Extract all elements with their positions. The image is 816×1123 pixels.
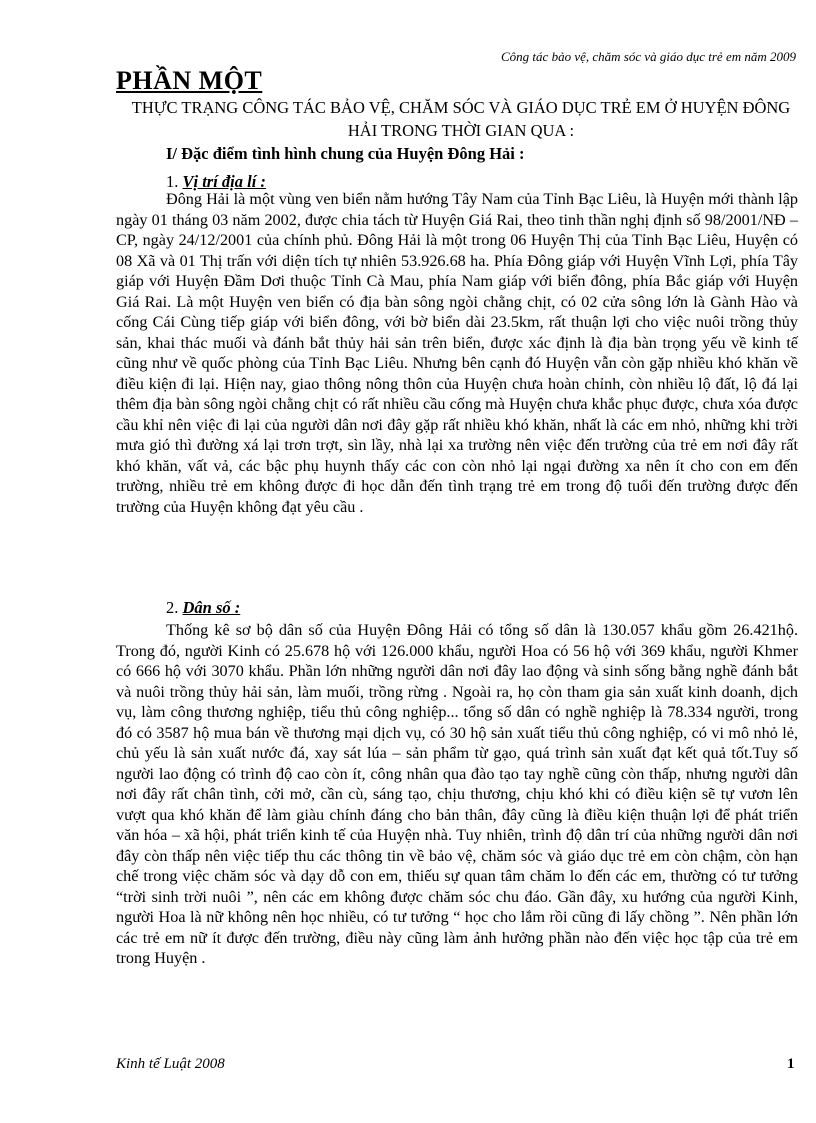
subsection-number: 1. bbox=[166, 172, 183, 191]
running-header: Công tác bảo vệ, chăm sóc và giáo dục trẻ em năm 2009 bbox=[501, 49, 796, 64]
subsection-label: Vị trí địa lí : bbox=[182, 172, 266, 191]
population-paragraph: Thống kê sơ bộ dân số của Huyện Đông Hải có tổng số dân là 130.057 khẩu gồm 26.421hộ. Trong đó, người Kinh có 25.678 hộ với 126.000 khẩu, người Hoa có 56 hộ với 369 khẩu, người Khmer có 666 hộ với 3070 khẩu. Phần lớn những người dân nơi đây lao động và sinh sống bằng nghề đánh bắt và nuôi trồng thủy hải sản, làm muối, trồng rừng . Ngoài ra, họ còn tham gia sản xuất kinh doanh, dịch vụ, làm công thương nghiệp, tiểu thủ công nghiệp... tổng số dân có nghề nghiệp là 78.334 người, trong đó có 3587 hộ mua bán về thương mại dịch vụ, có 30 hộ sản xuất tiểu thủ công nghiệp, có vi mô nhỏ lẻ, chủ yếu là sản xuất nước đá, xay sát lúa – sản phẩm từ gạo, quá trình sản xuất đạt kết quả tốt.Tuy số người lao động có trình độ cao còn ít, công nhân qua đào tạo tay nghề cũng còn thấp, nhưng người dân nơi đây rất chân tình, cởi mở, cần cù, sáng tạo, chịu thương, chịu khó khi có điều kiện sẽ tự vươn lên vượt qua khó khăn để làm giàu chính đáng cho bản thân, đây cũng là điều kiện thuận lợi để phát triển văn hóa – xã hội, phát triển kinh tế của Huyện nhà. Tuy nhiên, trình độ dân trí của những người dân nơi đây còn thấp nên việc tiếp thu các thông tin về bảo vệ, chăm sóc và giáo dục trẻ em còn chậm, còn hạn chế trong việc chăm sóc và dạy dỗ con em, thiếu sự quan tâm chăm lo đến các em, thường có tư tưởng “trời sinh trời nuôi ”, nên các em không được chăm sóc chu đáo. Gần đây, xu hướng của người Kinh, người Hoa là nữ không nên học nhiều, có tư tưởng “ học cho lắm rồi cũng đi lấy chồng ”. Nên phần lớn các trẻ em nữ ít được đến trường, điều này cũng làm ảnh hưởng phần nào đến việc học tập của trẻ em trong Huyện . bbox=[116, 621, 798, 967]
section-heading: I/ Đặc điểm tình hình chung của Huyện Đông Hải : bbox=[166, 144, 525, 163]
main-title: THỰC TRẠNG CÔNG TÁC BẢO VỆ, CHĂM SÓC VÀ GIÁO DỤC TRẺ EM Ở HUYỆN ĐÔNG HẢI TRONG THỜI GIAN QUA : bbox=[131, 98, 791, 140]
page-number: 1 bbox=[787, 1056, 795, 1072]
subsection-number: 2. bbox=[166, 598, 183, 617]
part-title: PHẦN MỘT bbox=[116, 66, 263, 95]
location-paragraph: Đông Hải là một vùng ven biển nằm hướng Tây Nam của Tỉnh Bạc Liêu, là Huyện mới thành lập ngày 01 tháng 03 năm 2002, được chia tách từ Huyện Giá Rai, theo tinh thần nghị định số 98/2001/NĐ – CP, ngày 24/12/2001 của chính phủ. Đông Hải là một trong 06 Huyện Thị của Tỉnh Bạc Liêu, Huyện có 08 Xã và 01 Thị trấn với diện tích tự nhiên 53.926.68 ha. Phía Đông giáp với Huyện Vĩnh Lợi, phía Tây giáp với Huyện Đầm Dơi thuộc Tỉnh Cà Mau, phía Nam giáp với biển đông, phía Bắc giáp với Huyện Giá Rai. Là một Huyện ven biển có địa bàn sông ngòi chằng chịt, có 02 cửa sông lớn là Gành Hào và cống Cái Cùng tiếp giáp với biển đông, với bờ biển dài 23.5km, rất thuận lợi cho việc nuôi trồng thủy sản, khai thác muối và đánh bắt thủy hải sản trên biển, được xác định là địa bàn trọng yếu về kinh tế cũng như về quốc phòng của Tỉnh Bạc Liêu. Nhưng bên cạnh đó Huyện vẫn còn gặp nhiều khó khăn về điều kiện đi lại. Hiện nay, giao thông nông thôn của Huyện chưa hoàn chỉnh, còn nhiều lộ đất, lộ đá lại thêm địa bàn sông ngòi chằng chịt có rất nhiều cầu cống mà Huyện chưa khắc phục được, chưa xóa được cầu khỉ nên việc đi lại của người dân nơi đây gặp rất nhiều khó khăn, nhất là các em nhỏ, những khi trời mưa gió thì đường xá lại trơn trợt, sìn lầy, nhà lại xa trường nên việc đến trường của trẻ em nơi đây rất khó khăn, vất vả, các bậc phụ huynh thấy các con còn nhỏ lại ngại đường xa nên ít cho con em đến trường, nhiều trẻ em không được đi học dẫn đến tình trạng trẻ em trong độ tuổi đến trường được đến trường của Huyện không đạt yêu cầu . bbox=[116, 190, 798, 516]
subsection-label: Dân số : bbox=[182, 598, 241, 617]
subsection-heading-population bbox=[166, 598, 240, 618]
footer-text: Kinh tế Luật 2008 bbox=[116, 1056, 225, 1072]
